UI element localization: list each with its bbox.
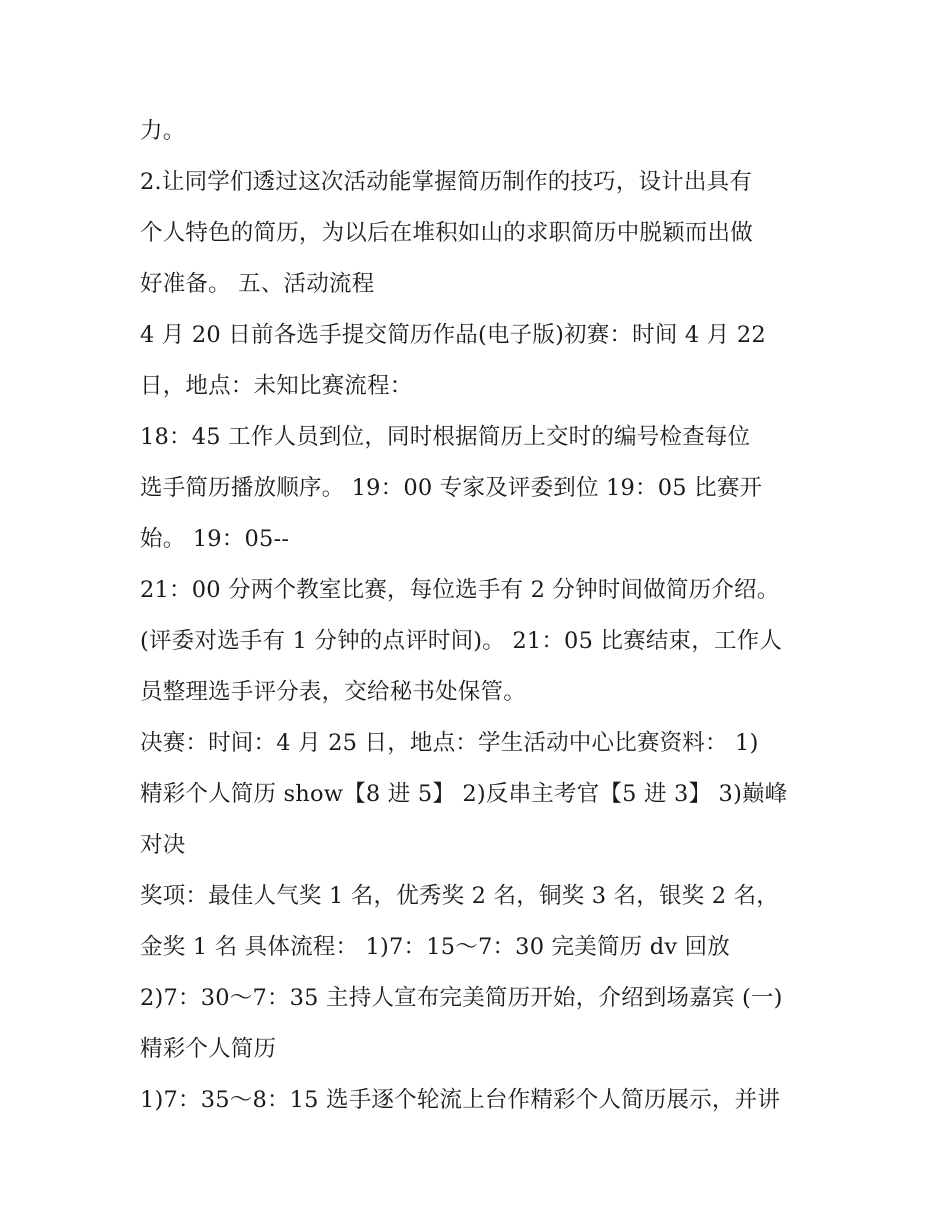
text-line: 4 月 20 日前各选手提交简历作品(电子版)初赛：时间 4 月 22	[140, 322, 766, 348]
text-line: 日，地点：未知比赛流程：	[140, 373, 413, 399]
text-line: 员整理选手评分表，交给秘书处保管。	[140, 679, 526, 705]
text-line: 个人特色的简历，为以后在堆积如山的求职简历中脱颖而出做	[140, 220, 753, 246]
text-line: 对决	[140, 832, 186, 858]
text-line: 奖项：最佳人气奖 1 名，优秀奖 2 名，铜奖 3 名，银奖 2 名，	[140, 883, 779, 909]
text-line: 21：00 分两个教室比赛，每位选手有 2 分钟时间做简历介绍。	[140, 577, 780, 603]
text-line: 精彩个人简历 show【8 进 5】 2)反串主考官【5 进 3】 3)巅峰	[140, 781, 788, 807]
text-line: 好准备。 五、活动流程	[140, 271, 375, 297]
text-line: 决赛：时间：4 月 25 日，地点：学生活动中心比赛资料： 1)	[140, 730, 759, 756]
text-line: 2.让同学们透过这次活动能掌握简历制作的技巧，设计出具有	[140, 169, 753, 195]
text-line: 选手简历播放顺序。 19：00 专家及评委到位 19：05 比赛开	[140, 475, 763, 501]
document-body	[140, 106, 820, 1126]
text-line: 2)7：30～7：35 主持人宣布完美简历开始，介绍到场嘉宾 (一)	[140, 985, 783, 1011]
text-line: 力。	[140, 118, 186, 144]
text-line: 精彩个人简历	[140, 1036, 277, 1062]
text-line: 始。 19：05--	[140, 526, 290, 552]
text-line: 18：45 工作人员到位，同时根据简历上交时的编号检查每位	[140, 424, 751, 450]
text-line: (评委对选手有 1 分钟的点评时间)。 21：05 比赛结束，工作人	[140, 628, 783, 654]
text-line: 金奖 1 名 具体流程： 1)7：15～7：30 完美简历 dv 回放	[140, 934, 730, 960]
text-line: 1)7：35～8：15 选手逐个轮流上台作精彩个人简历展示，并讲	[140, 1087, 781, 1113]
